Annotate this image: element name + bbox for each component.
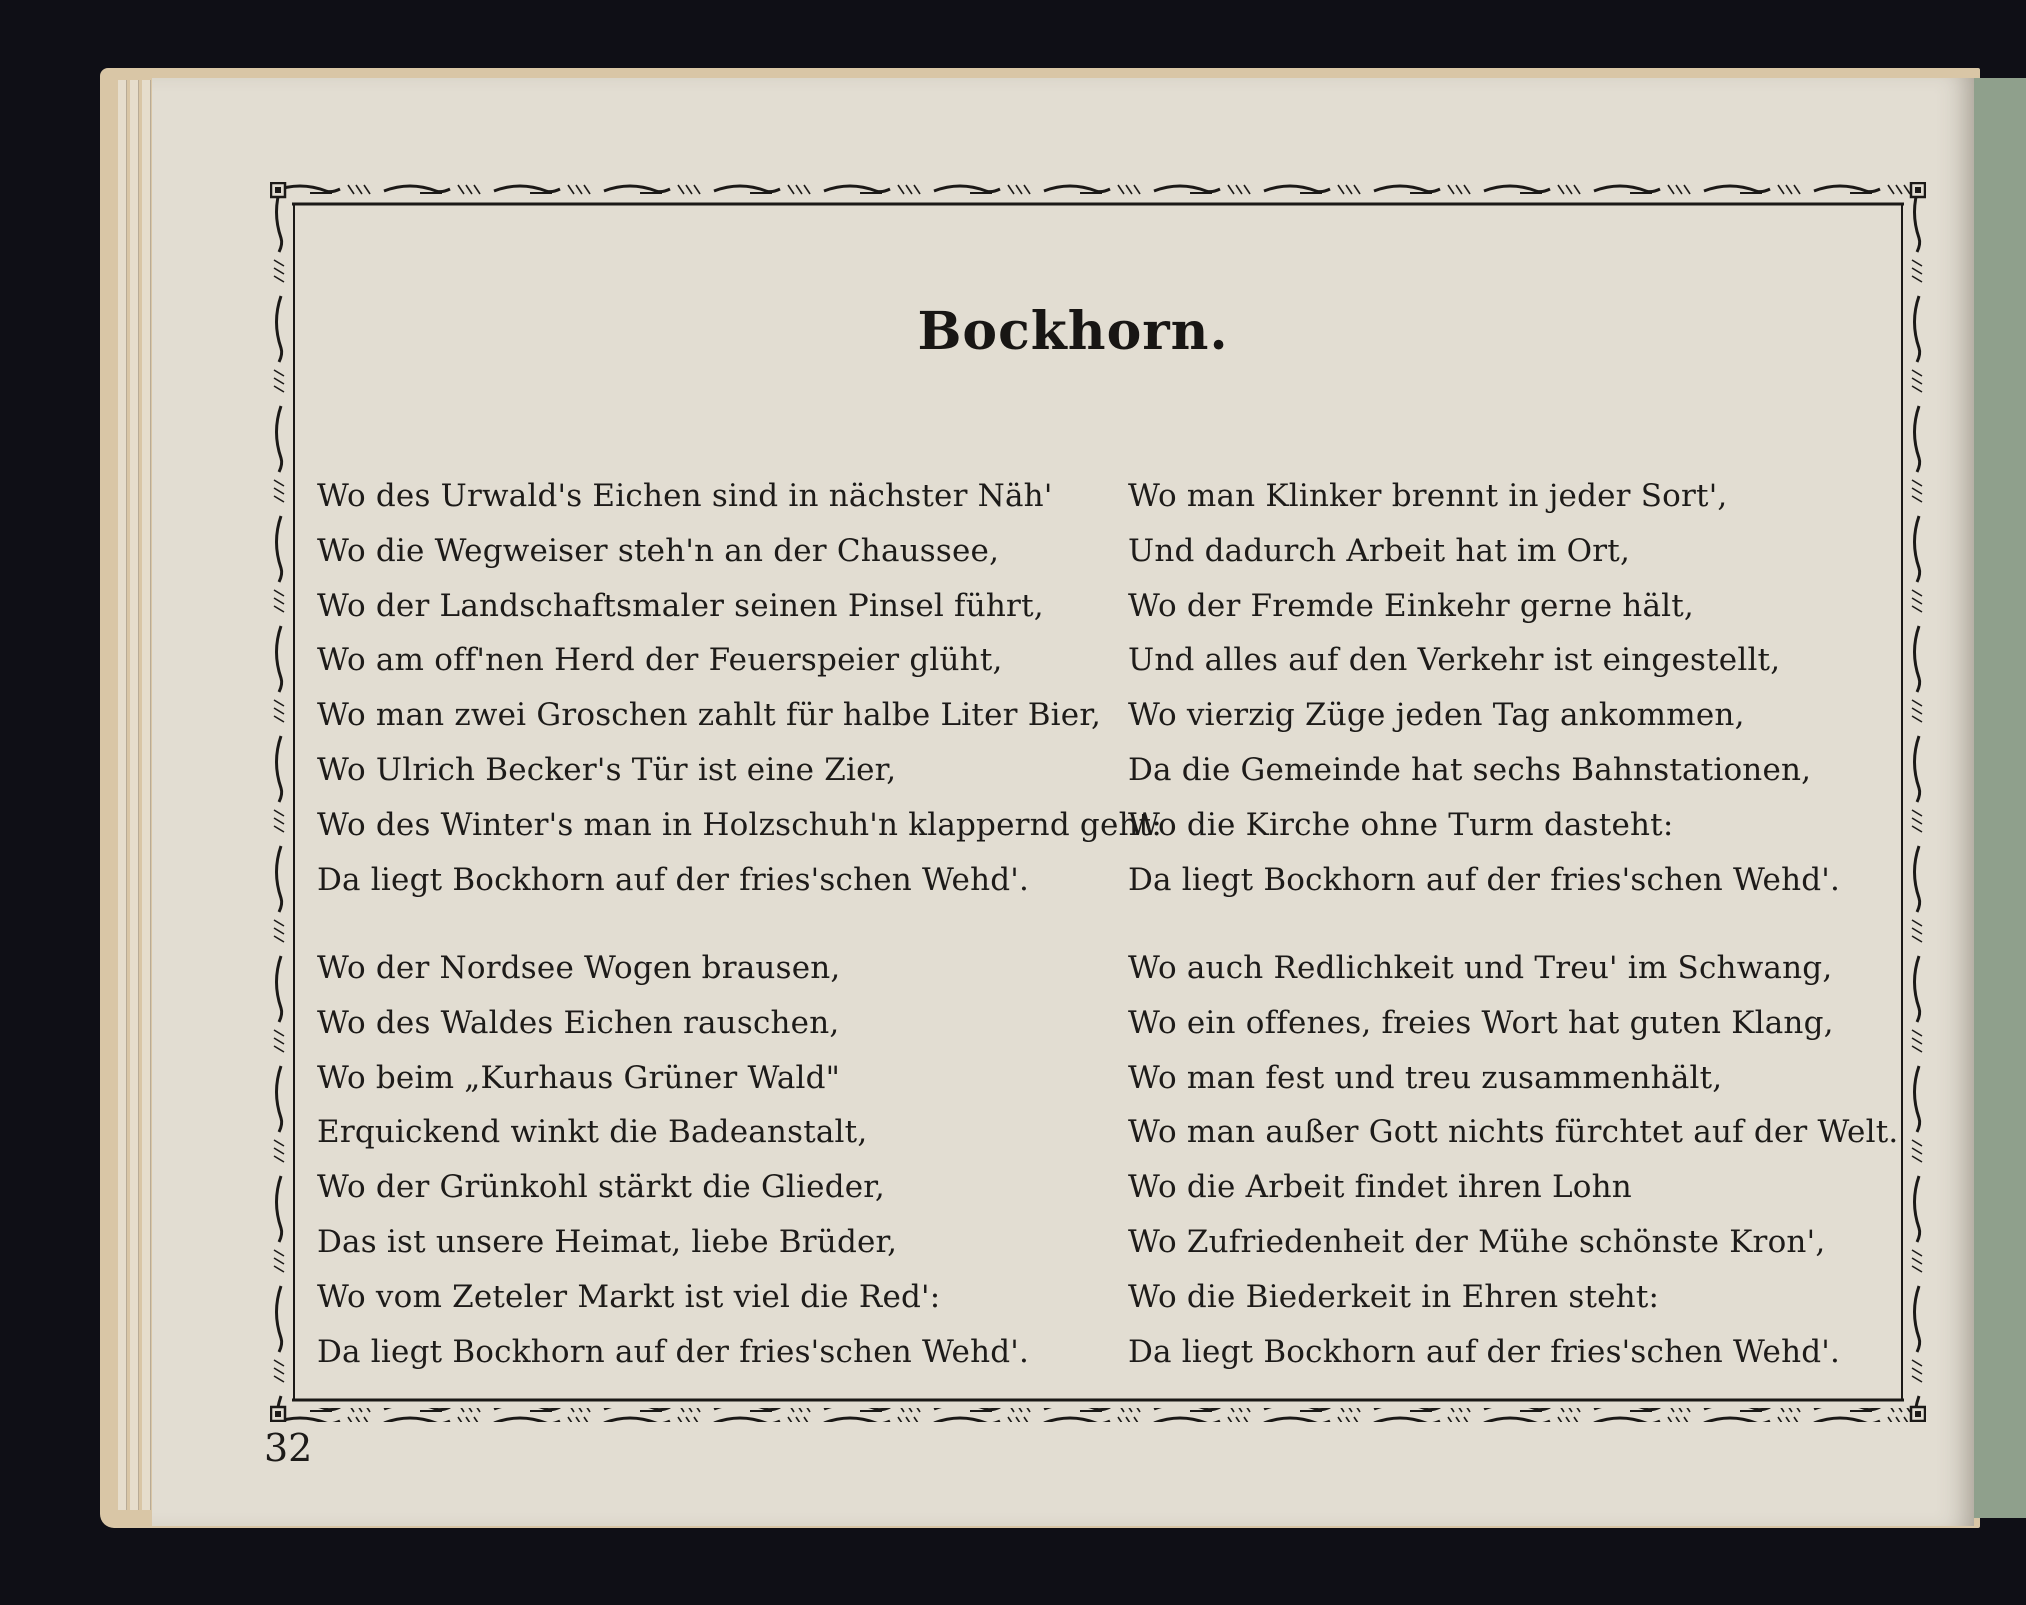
verse-line: Wo der Fremde Einkehr gerne hält,	[1128, 587, 1694, 624]
verse-line: Wo man Klinker brennt in jeder Sort',	[1128, 478, 1728, 514]
verse-line: Wo die Biederkeit in Ehren steht:	[1128, 1278, 1660, 1315]
verse-line: Wo der Grünkohl stärkt die Glieder,	[317, 1169, 885, 1206]
page-number: 32	[264, 1426, 313, 1470]
poem-title: Bockhorn.	[917, 301, 1229, 362]
verse-line: Wo vierzig Züge jeden Tag ankommen,	[1128, 697, 1745, 734]
verse-line: Da die Gemeinde hat sechs Bahnstationen,	[1128, 751, 1812, 788]
verse-line: Erquickend winkt die Badeanstalt,	[317, 1114, 868, 1151]
book-page	[152, 78, 1974, 1526]
verse-line: Wo die Kirche ohne Turm dasteht:	[1128, 806, 1674, 843]
verse-line: Wo des Urwald's Eichen sind in nächster Näh'	[317, 478, 1053, 514]
verse-line: Und alles auf den Verkehr ist eingestellt,	[1128, 642, 1781, 679]
verse-line: Wo beim „Kurhaus Grüner Wald"	[317, 1059, 841, 1096]
verse-line: Da liegt Bockhorn auf der fries'schen Wehd'.	[1128, 861, 1841, 898]
verse-line: Wo man außer Gott nichts fürchtet auf der Welt.	[1128, 1114, 1899, 1151]
verse-line: Wo ein offenes, freies Wort hat guten Klang,	[1128, 1004, 1834, 1041]
page-edge	[130, 80, 139, 1510]
next-page-edge	[1970, 78, 2026, 1518]
page-edge	[142, 80, 151, 1510]
verse-line: Und dadurch Arbeit hat im Ort,	[1128, 532, 1631, 569]
stanza-left-2	[317, 941, 1029, 1379]
verse-line: Wo der Landschaftsmaler seinen Pinsel führt,	[317, 587, 1044, 624]
stanza-right-2	[1128, 941, 1898, 1379]
verse-line: Wo man zwei Groschen zahlt für halbe Liter Bier,	[317, 697, 1102, 734]
verse-line: Da liegt Bockhorn auf der fries'schen Wehd'.	[317, 1333, 1030, 1370]
verse-line: Da liegt Bockhorn auf der fries'schen Wehd'.	[1128, 1333, 1841, 1370]
verse-line: Wo man fest und treu zusammenhält,	[1128, 1059, 1723, 1096]
verse-line: Wo der Nordsee Wogen brausen,	[317, 950, 841, 986]
stanza-right-1	[1128, 469, 1840, 907]
verse-line: Wo Zufriedenheit der Mühe schönste Kron',	[1128, 1223, 1826, 1260]
verse-line: Wo auch Redlichkeit und Treu' im Schwang,	[1128, 950, 1833, 986]
stanza-left-1	[317, 469, 1162, 907]
verse-line: Wo des Winter's man in Holzschuh'n klappernd geht:	[317, 806, 1162, 843]
verse-line: Das ist unsere Heimat, liebe Brüder,	[317, 1223, 898, 1260]
verse-line: Wo des Waldes Eichen rauschen,	[317, 1004, 840, 1041]
verse-line: Da liegt Bockhorn auf der fries'schen Wehd'.	[317, 861, 1030, 898]
verse-line: Wo die Wegweiser steh'n an der Chaussee,	[317, 532, 1000, 569]
verse-line: Wo am off'nen Herd der Feuerspeier glüht,	[317, 642, 1003, 679]
page-edge	[118, 80, 127, 1510]
verse-line: Wo Ulrich Becker's Tür ist eine Zier,	[317, 751, 897, 788]
verse-line: Wo vom Zeteler Markt ist viel die Red':	[317, 1278, 941, 1315]
verse-line: Wo die Arbeit findet ihren Lohn	[1128, 1169, 1632, 1206]
